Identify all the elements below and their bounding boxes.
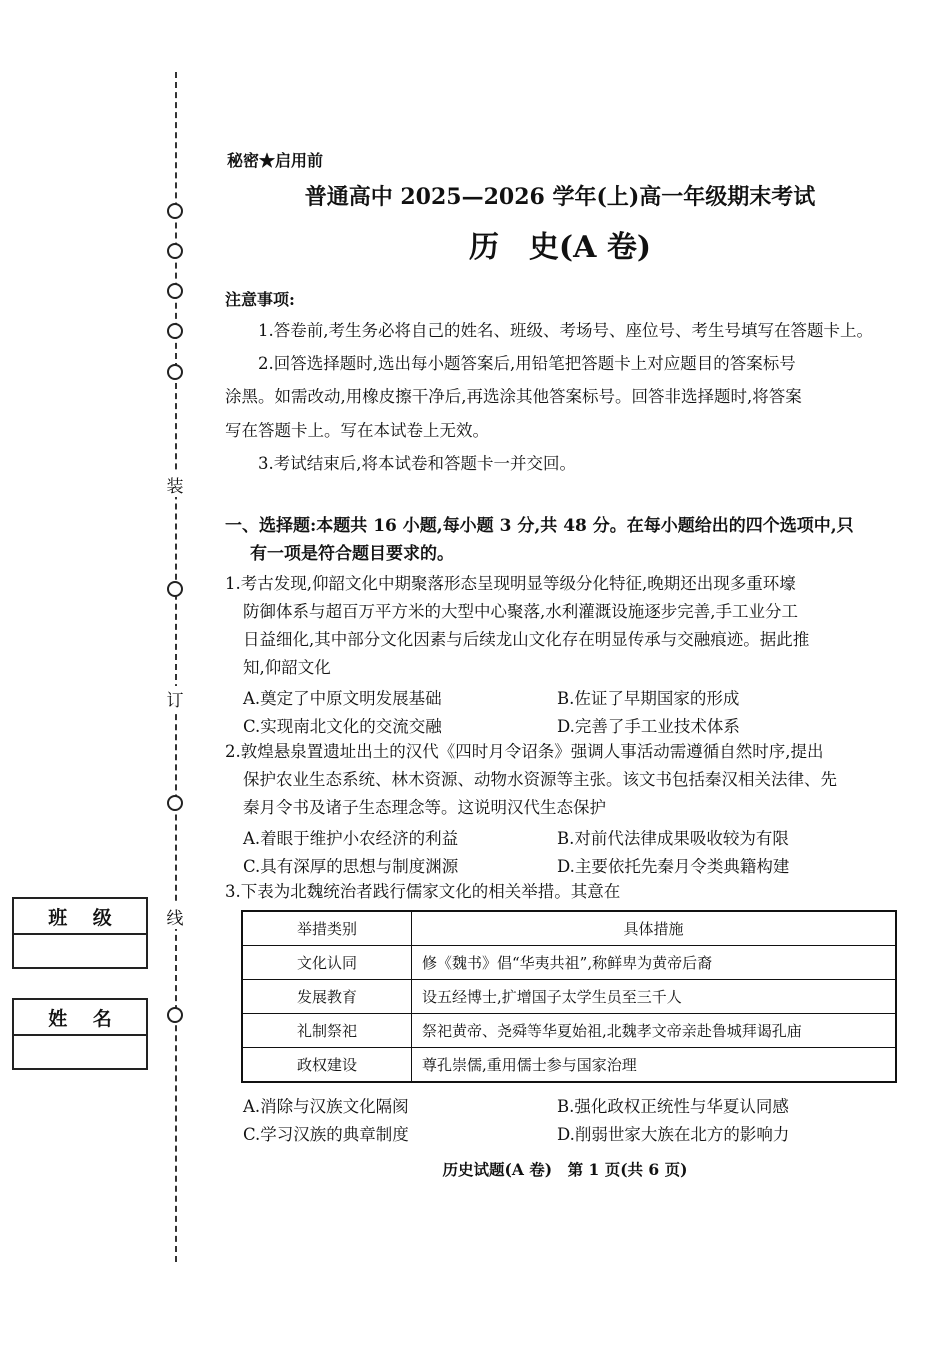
binding-hole: [167, 364, 183, 380]
question-2-option-c[interactable]: C.具有深厚的思想与制度渊源: [243, 857, 459, 876]
page-footer: 历史试题(A 卷) 第 1 页(共 6 页): [442, 1160, 688, 1179]
question-1-stem: 日益细化,其中部分文化因素与后续龙山文化存在明显传承与交融痕迹。据此推: [243, 630, 810, 649]
notice-line: 涂黑。如需改动,用橡皮擦干净后,再选涂其他答案标号。回答非选择题时,将答案: [225, 387, 802, 406]
table-cell: 礼制祭祀: [242, 1014, 412, 1048]
binding-hole: [167, 1007, 183, 1023]
name-box: [12, 998, 148, 1070]
question-2-option-a[interactable]: A.着眼于维护小农经济的利益: [243, 829, 459, 848]
question-1-stem: 防御体系与超百万平方米的大型中心聚落,水利灌溉设施逐步完善,手工业分工: [243, 602, 798, 621]
question-1-option-a[interactable]: A.奠定了中原文明发展基础: [243, 689, 442, 708]
name-label: 姓 名: [14, 1000, 146, 1036]
question-1-option-c[interactable]: C.实现南北文化的交流交融: [243, 717, 442, 736]
table-cell: 修《魏书》倡“华夷共祖”,称鲜卑为黄帝后裔: [412, 946, 897, 980]
section-heading: 一、选择题:本题共 16 小题,每小题 3 分,共 48 分。在每小题给出的四个选项中,只: [225, 516, 854, 536]
class-box: [12, 897, 148, 969]
table-cell: 文化认同: [242, 946, 412, 980]
table-cell: 政权建设: [242, 1048, 412, 1083]
question-3-stem: 3.下表为北魏统治者践行儒家文化的相关举措。其意在: [225, 882, 621, 901]
table-header-cell: 具体措施: [412, 911, 897, 946]
notice-line: 写在答题卡上。写在本试卷上无效。: [225, 421, 489, 440]
binding-hole: [167, 203, 183, 219]
question-1-option-b[interactable]: B.佐证了早期国家的形成: [557, 689, 740, 708]
question-1-stem: 1.考古发现,仰韶文化中期聚落形态呈现明显等级分化特征,晚期还出现多重环壕: [225, 574, 796, 593]
binding-char-zhuang: 装: [164, 472, 186, 497]
table-row: [242, 946, 896, 980]
question-2-stem: 2.敦煌悬泉置遗址出土的汉代《四时月令诏条》强调人事活动需遵循自然时序,提出: [225, 742, 824, 761]
secret-label: 秘密★启用前: [227, 151, 324, 170]
question-2-stem: 秦月令书及诸子生态理念等。这说明汉代生态保护: [243, 798, 606, 817]
question-2-option-b[interactable]: B.对前代法律成果吸收较为有限: [557, 829, 789, 848]
binding-hole: [167, 795, 183, 811]
notice-heading: 注意事项:: [225, 290, 295, 309]
section-heading-cont: 有一项是符合题目要求的。: [250, 544, 454, 564]
binding-char-ding: 订: [164, 686, 186, 711]
measures-table: [241, 910, 897, 1083]
notice-line: 2.回答选择题时,选出每小题答案后,用铅笔把答题卡上对应题目的答案标号: [258, 354, 796, 373]
class-label: 班 级: [14, 899, 146, 935]
name-blank[interactable]: [14, 1036, 146, 1068]
question-2-stem: 保护农业生态系统、林木资源、动物水资源等主张。该文书包括秦汉相关法律、先: [243, 770, 837, 789]
binding-hole: [167, 283, 183, 299]
table-cell: 设五经博士,扩增国子太学生员至三千人: [412, 980, 897, 1014]
question-3-option-c[interactable]: C.学习汉族的典章制度: [243, 1125, 409, 1144]
table-row: [242, 1014, 896, 1048]
binding-char-xian: 线: [164, 904, 186, 929]
subject-title: 历 史(A 卷): [468, 230, 652, 265]
table-cell: 祭祀黄帝、尧舜等华夏始祖,北魏孝文帝亲赴鲁城拜谒孔庙: [412, 1014, 897, 1048]
binding-hole: [167, 581, 183, 597]
question-3-option-b[interactable]: B.强化政权正统性与华夏认同感: [557, 1097, 789, 1116]
table-header-row: [242, 911, 896, 946]
notice-line: 3.考试结束后,将本试卷和答题卡一并交回。: [258, 454, 576, 473]
question-3-option-a[interactable]: A.消除与汉族文化隔阂: [243, 1097, 409, 1116]
question-1-stem: 知,仰韶文化: [243, 658, 331, 677]
binding-hole: [167, 323, 183, 339]
table-row: [242, 1048, 896, 1083]
table-cell: 发展教育: [242, 980, 412, 1014]
notice-line: 1.答卷前,考生务必将自己的姓名、班级、考场号、座位号、考生号填写在答题卡上。: [258, 321, 873, 340]
class-blank[interactable]: [14, 935, 146, 967]
table-header-cell: 举措类别: [242, 911, 412, 946]
exam-title: 普通高中 2025—2026 学年(上)高一年级期末考试: [304, 184, 816, 210]
table-cell: 尊孔崇儒,重用儒士参与国家治理: [412, 1048, 897, 1083]
question-3-option-d[interactable]: D.削弱世家大族在北方的影响力: [557, 1125, 790, 1144]
question-2-option-d[interactable]: D.主要依托先秦月令类典籍构建: [557, 857, 790, 876]
binding-hole: [167, 243, 183, 259]
table-row: [242, 980, 896, 1014]
question-1-option-d[interactable]: D.完善了手工业技术体系: [557, 717, 740, 736]
